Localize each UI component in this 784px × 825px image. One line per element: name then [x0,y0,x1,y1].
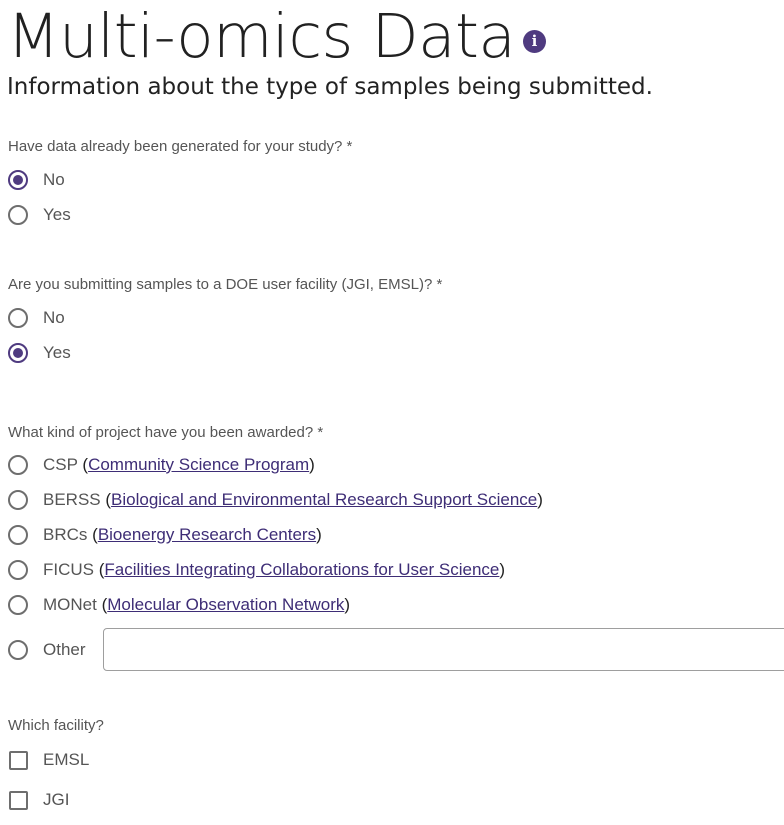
page-subtitle: Information about the type of samples being submitted. [7,74,653,100]
page-title: Multi-omics Data [7,1,516,72]
brcs-link[interactable]: Bioenergy Research Centers [97,525,317,544]
project-berss-option[interactable]: BERSS (Biological and Environmental Research Support Science) [8,485,543,515]
radio-button[interactable] [8,170,28,190]
option-label: No [43,170,65,189]
info-icon[interactable]: i [523,30,546,53]
monet-link[interactable]: Molecular Observation Network [107,595,345,614]
checkbox[interactable] [9,791,28,810]
radio-button[interactable] [8,205,28,225]
option-label: Yes [43,343,71,362]
csp-link[interactable]: Community Science Program [88,455,310,474]
project-monet-option[interactable]: MONet (Molecular Observation Network) [8,590,350,620]
radio-button[interactable] [8,525,28,545]
doe-facility-no-option[interactable] [8,303,65,333]
facility-emsl-option[interactable] [8,745,89,775]
option-abbr: BRCs [43,525,88,544]
option-label: EMSL [43,750,90,769]
option-label: JGI [43,790,70,809]
berss-link[interactable]: Biological and Environmental Research Support Science [111,490,538,509]
radio-button[interactable] [8,595,28,615]
radio-button[interactable] [8,640,28,660]
data-generated-no-option[interactable] [8,165,65,195]
option-label: Yes [43,205,71,224]
data-generated-yes-option[interactable] [8,200,71,230]
question-doe-facility-label: Are you submitting samples to a DOE user facility (JGI, EMSL)? * [8,276,443,293]
question-which-facility-label: Which facility? [8,717,104,734]
option-abbr: FICUS [43,560,94,579]
radio-button[interactable] [8,490,28,510]
project-csp-option[interactable]: CSP (Community Science Program) [8,450,315,480]
radio-button[interactable] [8,455,28,475]
question-data-generated-label: Have data already been generated for your study? * [8,138,353,155]
project-brcs-option[interactable]: BRCs (Bioenergy Research Centers) [8,520,322,550]
option-label: Other [43,640,86,659]
doe-facility-yes-option[interactable] [8,338,71,368]
radio-button[interactable] [8,560,28,580]
option-abbr: MONet [43,595,97,614]
option-abbr: BERSS [43,490,101,509]
radio-button[interactable] [8,343,28,363]
project-other-option[interactable] [8,635,86,665]
option-abbr: CSP [43,455,78,474]
option-label: No [43,308,65,327]
project-ficus-option[interactable]: FICUS (Facilities Integrating Collaborations for User Science) [8,555,505,585]
facility-jgi-option[interactable] [8,785,69,815]
ficus-link[interactable]: Facilities Integrating Collaborations for User Science [104,560,500,579]
question-project-awarded-label: What kind of project have you been awarded? * [8,424,324,441]
other-project-input[interactable] [103,628,784,671]
checkbox[interactable] [9,751,28,770]
radio-button[interactable] [8,308,28,328]
